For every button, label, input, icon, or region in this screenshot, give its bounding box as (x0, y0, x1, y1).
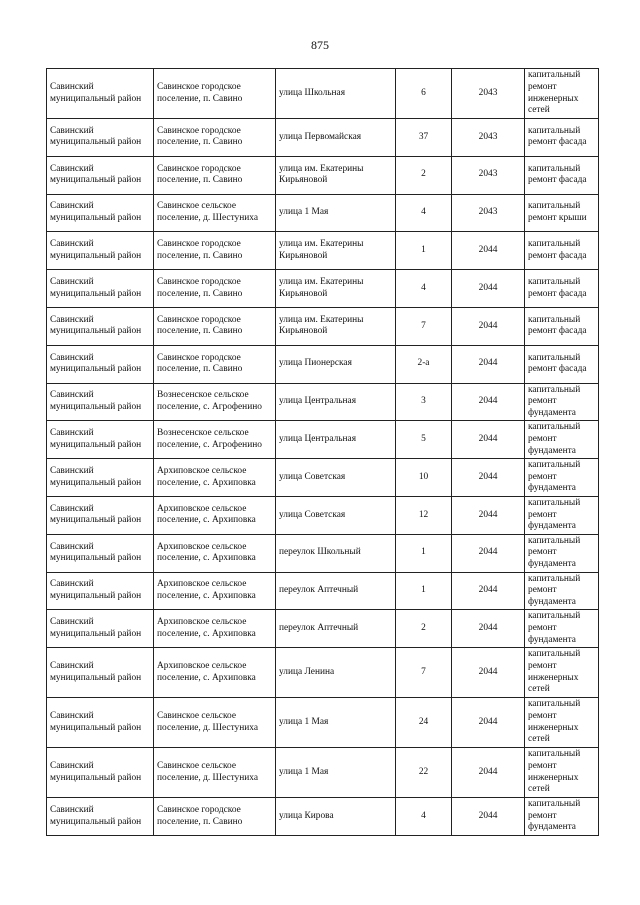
district-cell: Савинский муниципальный район (47, 345, 154, 383)
settlement-cell: Савинское городское поселение, п. Савино (154, 232, 276, 270)
district-cell: Савинский муниципальный район (47, 194, 154, 232)
street-cell: улица Школьная (276, 69, 396, 119)
year-cell: 2044 (452, 345, 525, 383)
settlement-cell: Архиповское сельское поселение, с. Архиповка (154, 496, 276, 534)
housing-repair-table (46, 68, 599, 836)
house-number-cell: 7 (396, 307, 452, 345)
year-cell: 2044 (452, 496, 525, 534)
settlement-cell: Савинское городское поселение, п. Савино (154, 798, 276, 836)
table-row (47, 232, 599, 270)
table-row (47, 119, 599, 157)
settlement-cell: Архиповское сельское поселение, с. Архиповка (154, 648, 276, 698)
district-cell: Савинский муниципальный район (47, 610, 154, 648)
work-type-cell: капитальный ремонт фасада (525, 307, 599, 345)
house-number-cell: 5 (396, 421, 452, 459)
house-number-cell: 22 (396, 748, 452, 798)
settlement-cell: Савинское городское поселение, п. Савино (154, 119, 276, 157)
work-type-cell: капитальный ремонт фундамента (525, 798, 599, 836)
settlement-cell: Савинское сельское поселение, д. Шестуниха (154, 698, 276, 748)
settlement-cell: Савинское сельское поселение, д. Шестуниха (154, 194, 276, 232)
street-cell: улица им. Екатерины Кирьяновой (276, 307, 396, 345)
table-row (47, 748, 599, 798)
street-cell: улица им. Екатерины Кирьяновой (276, 270, 396, 308)
street-cell: переулок Школьный (276, 534, 396, 572)
district-cell: Савинский муниципальный район (47, 119, 154, 157)
table-row (47, 421, 599, 459)
work-type-cell: капитальный ремонт фундамента (525, 496, 599, 534)
house-number-cell: 2 (396, 156, 452, 194)
district-cell: Савинский муниципальный район (47, 69, 154, 119)
year-cell: 2044 (452, 798, 525, 836)
year-cell: 2044 (452, 459, 525, 497)
table-row (47, 534, 599, 572)
district-cell: Савинский муниципальный район (47, 534, 154, 572)
year-cell: 2043 (452, 194, 525, 232)
year-cell: 2044 (452, 648, 525, 698)
table-row (47, 270, 599, 308)
house-number-cell: 4 (396, 194, 452, 232)
table-row (47, 496, 599, 534)
table-row (47, 648, 599, 698)
street-cell: улица Первомайская (276, 119, 396, 157)
year-cell: 2043 (452, 156, 525, 194)
table-row (47, 698, 599, 748)
street-cell: улица 1 Мая (276, 194, 396, 232)
year-cell: 2044 (452, 748, 525, 798)
settlement-cell: Архиповское сельское поселение, с. Архиповка (154, 572, 276, 610)
district-cell: Савинский муниципальный район (47, 798, 154, 836)
house-number-cell: 37 (396, 119, 452, 157)
district-cell: Савинский муниципальный район (47, 459, 154, 497)
district-cell: Савинский муниципальный район (47, 270, 154, 308)
work-type-cell: капитальный ремонт фундамента (525, 572, 599, 610)
street-cell: улица Ленина (276, 648, 396, 698)
settlement-cell: Архиповское сельское поселение, с. Архиповка (154, 610, 276, 648)
work-type-cell: капитальный ремонт фасада (525, 270, 599, 308)
house-number-cell: 12 (396, 496, 452, 534)
house-number-cell: 4 (396, 270, 452, 308)
district-cell: Савинский муниципальный район (47, 307, 154, 345)
work-type-cell: капитальный ремонт фасада (525, 232, 599, 270)
work-type-cell: капитальный ремонт крыши (525, 194, 599, 232)
work-type-cell: капитальный ремонт инженерных сетей (525, 648, 599, 698)
street-cell: улица им. Екатерины Кирьяновой (276, 156, 396, 194)
district-cell: Савинский муниципальный район (47, 572, 154, 610)
house-number-cell: 3 (396, 383, 452, 421)
house-number-cell: 10 (396, 459, 452, 497)
house-number-cell: 4 (396, 798, 452, 836)
table-row (47, 383, 599, 421)
settlement-cell: Савинское городское поселение, п. Савино (154, 345, 276, 383)
year-cell: 2044 (452, 383, 525, 421)
work-type-cell: капитальный ремонт фундамента (525, 459, 599, 497)
house-number-cell: 2 (396, 610, 452, 648)
settlement-cell: Савинское городское поселение, п. Савино (154, 270, 276, 308)
settlement-cell: Архиповское сельское поселение, с. Архиповка (154, 459, 276, 497)
year-cell: 2043 (452, 69, 525, 119)
district-cell: Савинский муниципальный район (47, 698, 154, 748)
year-cell: 2044 (452, 698, 525, 748)
settlement-cell: Архиповское сельское поселение, с. Архиповка (154, 534, 276, 572)
year-cell: 2044 (452, 232, 525, 270)
settlement-cell: Савинское городское поселение, п. Савино (154, 307, 276, 345)
street-cell: переулок Аптечный (276, 610, 396, 648)
year-cell: 2044 (452, 610, 525, 648)
table-row (47, 610, 599, 648)
district-cell: Савинский муниципальный район (47, 156, 154, 194)
street-cell: улица Пионерская (276, 345, 396, 383)
work-type-cell: капитальный ремонт инженерных сетей (525, 698, 599, 748)
year-cell: 2043 (452, 119, 525, 157)
year-cell: 2044 (452, 270, 525, 308)
street-cell: улица 1 Мая (276, 698, 396, 748)
table-body (47, 69, 599, 836)
street-cell: улица Советская (276, 459, 396, 497)
district-cell: Савинский муниципальный район (47, 232, 154, 270)
work-type-cell: капитальный ремонт фасада (525, 156, 599, 194)
district-cell: Савинский муниципальный район (47, 496, 154, 534)
work-type-cell: капитальный ремонт инженерных сетей (525, 748, 599, 798)
district-cell: Савинский муниципальный район (47, 748, 154, 798)
district-cell: Савинский муниципальный район (47, 383, 154, 421)
year-cell: 2044 (452, 307, 525, 345)
settlement-cell: Вознесенское сельское поселение, с. Агрофенино (154, 383, 276, 421)
work-type-cell: капитальный ремонт фундамента (525, 534, 599, 572)
street-cell: улица им. Екатерины Кирьяновой (276, 232, 396, 270)
street-cell: улица Центральная (276, 421, 396, 459)
year-cell: 2044 (452, 534, 525, 572)
settlement-cell: Савинское городское поселение, п. Савино (154, 156, 276, 194)
settlement-cell: Савинское сельское поселение, д. Шестуниха (154, 748, 276, 798)
house-number-cell: 6 (396, 69, 452, 119)
table-row (47, 572, 599, 610)
street-cell: переулок Аптечный (276, 572, 396, 610)
table-row (47, 156, 599, 194)
settlement-cell: Вознесенское сельское поселение, с. Агрофенино (154, 421, 276, 459)
table-row (47, 798, 599, 836)
house-number-cell: 2-а (396, 345, 452, 383)
street-cell: улица Советская (276, 496, 396, 534)
year-cell: 2044 (452, 572, 525, 610)
street-cell: улица Центральная (276, 383, 396, 421)
year-cell: 2044 (452, 421, 525, 459)
house-number-cell: 7 (396, 648, 452, 698)
house-number-cell: 1 (396, 534, 452, 572)
table-row (47, 345, 599, 383)
district-cell: Савинский муниципальный район (47, 648, 154, 698)
table-row (47, 307, 599, 345)
street-cell: улица 1 Мая (276, 748, 396, 798)
district-cell: Савинский муниципальный район (47, 421, 154, 459)
settlement-cell: Савинское городское поселение, п. Савино (154, 69, 276, 119)
street-cell: улица Кирова (276, 798, 396, 836)
table-row (47, 194, 599, 232)
work-type-cell: капитальный ремонт фасада (525, 119, 599, 157)
work-type-cell: капитальный ремонт фундамента (525, 610, 599, 648)
work-type-cell: капитальный ремонт фундамента (525, 421, 599, 459)
work-type-cell: капитальный ремонт фасада (525, 345, 599, 383)
house-number-cell: 1 (396, 572, 452, 610)
house-number-cell: 1 (396, 232, 452, 270)
page-number: 875 (311, 38, 329, 52)
work-type-cell: капитальный ремонт фундамента (525, 383, 599, 421)
work-type-cell: капитальный ремонт инженерных сетей (525, 69, 599, 119)
table-row (47, 459, 599, 497)
house-number-cell: 24 (396, 698, 452, 748)
table-row (47, 69, 599, 119)
